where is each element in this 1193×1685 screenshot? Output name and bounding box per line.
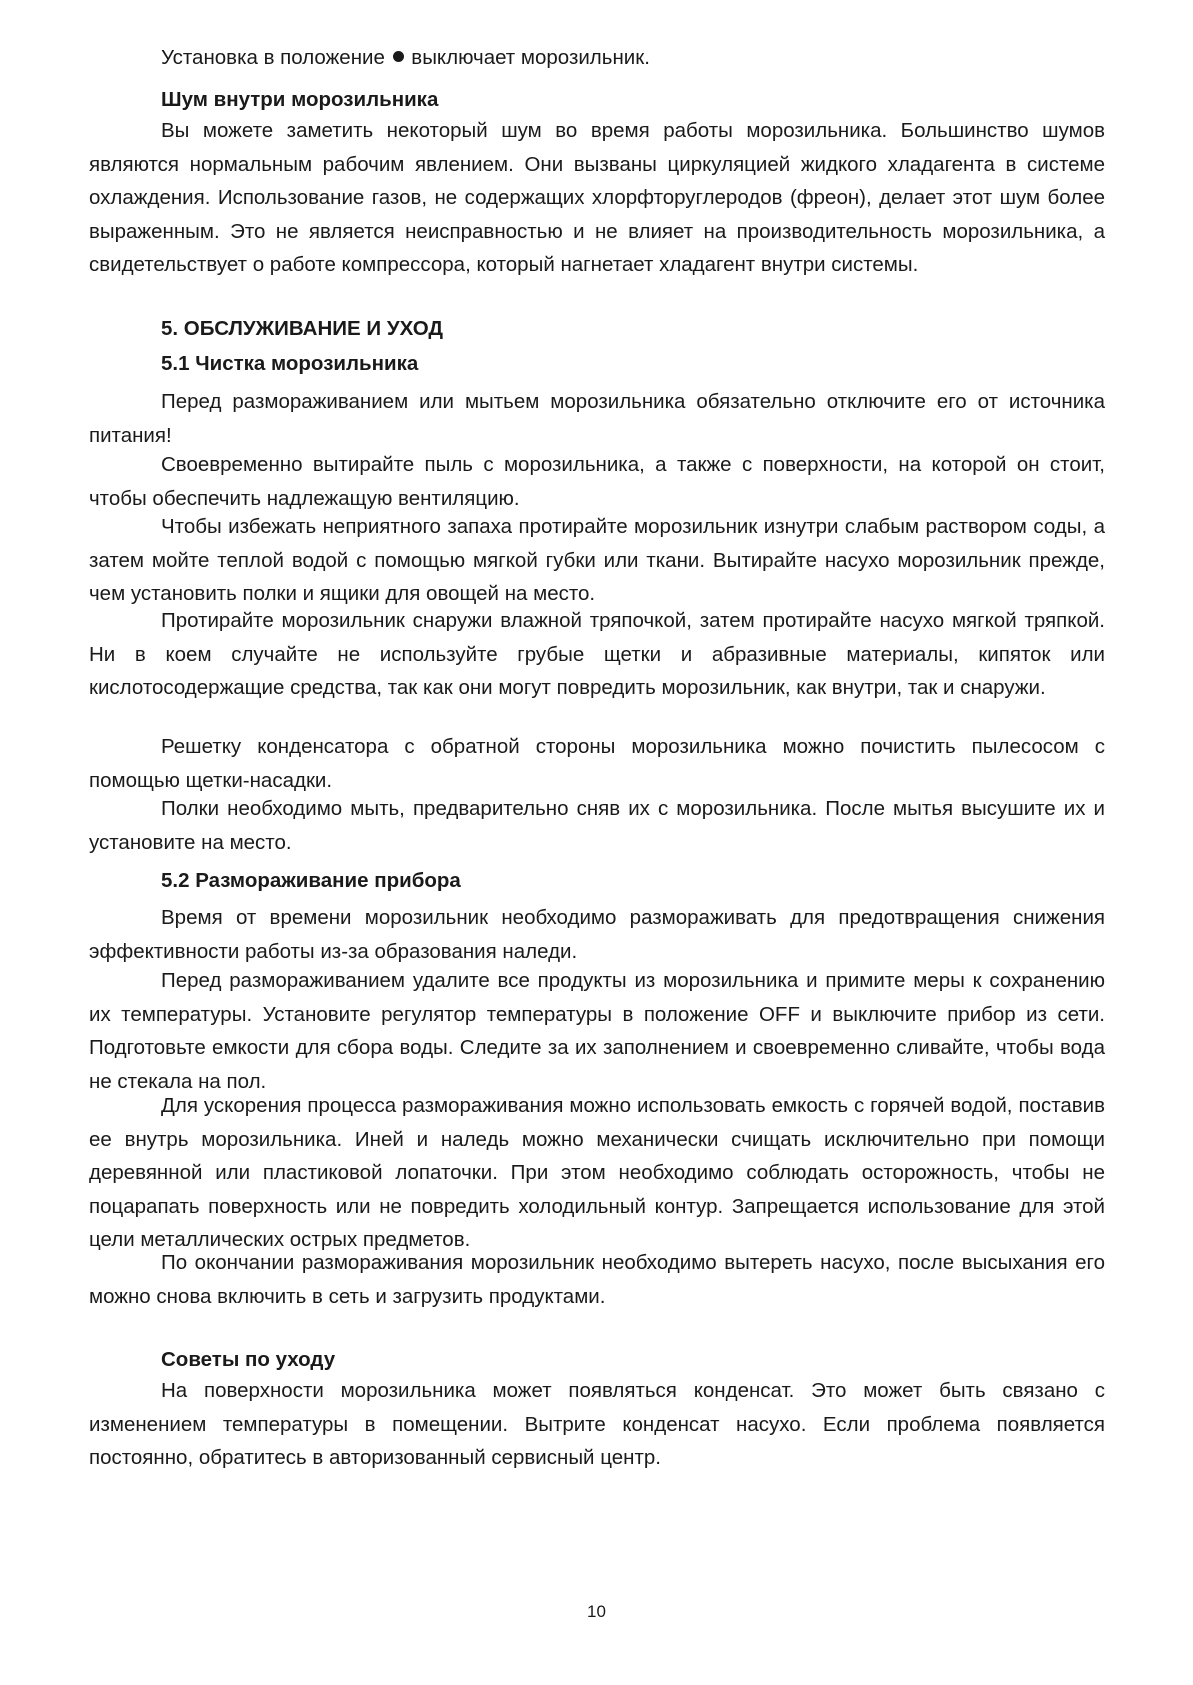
defrost-paragraph-3: Для ускорения процесса размораживания можно использовать емкость с горячей водой, поставив ее внутрь морозильника. Иней и наледь можно механически счищать исключительно при помощи деревянной или пластиковой лопаточки. При этом необходимо соблюдать осторожность, чтобы не поцарапать поверхность или не повредить холодильный контур. Запрещается использование для этой цели металлических острых предметов.	[89, 1094, 1105, 1251]
cleaning-paragraph-2: Своевременно вытирайте пыль с морозильника, а также с поверхности, на которой он стоит, чтобы обеспечить надлежащую вентиляцию.	[89, 453, 1105, 510]
cleaning-paragraph-6: Полки необходимо мыть, предварительно сняв их с морозильника. После мытья высушите их и установите на место.	[89, 797, 1105, 854]
cleaning-paragraph-5: Решетку конденсатора с обратной стороны морозильника можно почистить пылесосом с помощью щетки-насадки.	[89, 735, 1105, 792]
defrost-heading: 5.2 Размораживание прибора	[161, 869, 461, 892]
freezer-off-text-before: Установка в положение	[161, 46, 385, 69]
cleaning-heading: 5.1 Чистка морозильника	[161, 352, 419, 375]
noise-paragraph: Вы можете заметить некоторый шум во время работы морозильника. Большинство шумов являются нормальным рабочим явлением. Они вызваны циркуляцией жидкого хладагента в системе охлаждения. Использование газов, не содержащих хлорфторуглеродов (фреон), делает этот шум более выраженным. Это не является неисправностью и не влияет на производительность морозильника, а свидетельствует о работе компрессора, который нагнетает хладагент внутри системы.	[89, 119, 1105, 276]
tips-paragraph: На поверхности морозильника может появляться конденсат. Это может быть связано с изменением температуры в помещении. Вытрите конденсат насухо. Если проблема появляется постоянно, обратитесь в авторизованный сервисный центр.	[89, 1379, 1105, 1469]
cleaning-paragraph-3: Чтобы избежать неприятного запаха протирайте морозильник изнутри слабым раствором соды, а затем мойте теплой водой с помощью мягкой губки или ткани. Вытирайте насухо морозильник прежде, чем установить полки и ящики для овощей на место.	[89, 515, 1105, 605]
cleaning-paragraph-1: Перед размораживанием или мытьем морозильника обязательно отключите его от источника питания!	[89, 390, 1105, 447]
defrost-paragraph-1: Время от времени морозильник необходимо размораживать для предотвращения снижения эффективности работы из-за образования наледи.	[89, 906, 1105, 963]
page-number: 10	[587, 1602, 606, 1621]
section5-heading: 5. ОБСЛУЖИВАНИЕ И УХОД	[161, 317, 443, 340]
defrost-paragraph-2: Перед размораживанием удалите все продукты из морозильника и примите меры к сохранению их температуры. Установите регулятор температуры в положение OFF и выключите прибор из сети. Подготовьте емкости для сбора воды. Следите за их заполнением и своевременно сливайте, чтобы вода не стекала на пол.	[89, 969, 1105, 1093]
freezer-off-line	[89, 41, 1105, 75]
off-position-symbol-icon	[393, 51, 404, 62]
tips-heading: Советы по уходу	[161, 1348, 336, 1371]
noise-heading: Шум внутри морозильника	[161, 88, 439, 111]
defrost-paragraph-4: По окончании размораживания морозильник необходимо вытереть насухо, после высыхания его можно снова включить в сеть и загрузить продуктами.	[89, 1251, 1105, 1308]
freezer-off-text-after: выключает морозильник.	[411, 46, 650, 69]
cleaning-paragraph-4: Протирайте морозильник снаружи влажной тряпочкой, затем протирайте насухо мягкой тряпкой. Ни в коем случайте не используйте грубые щетки и абразивные материалы, кипяток или кислотосодержащие средства, так как они могут повредить морозильник, как внутри, так и снаружи.	[89, 609, 1105, 699]
